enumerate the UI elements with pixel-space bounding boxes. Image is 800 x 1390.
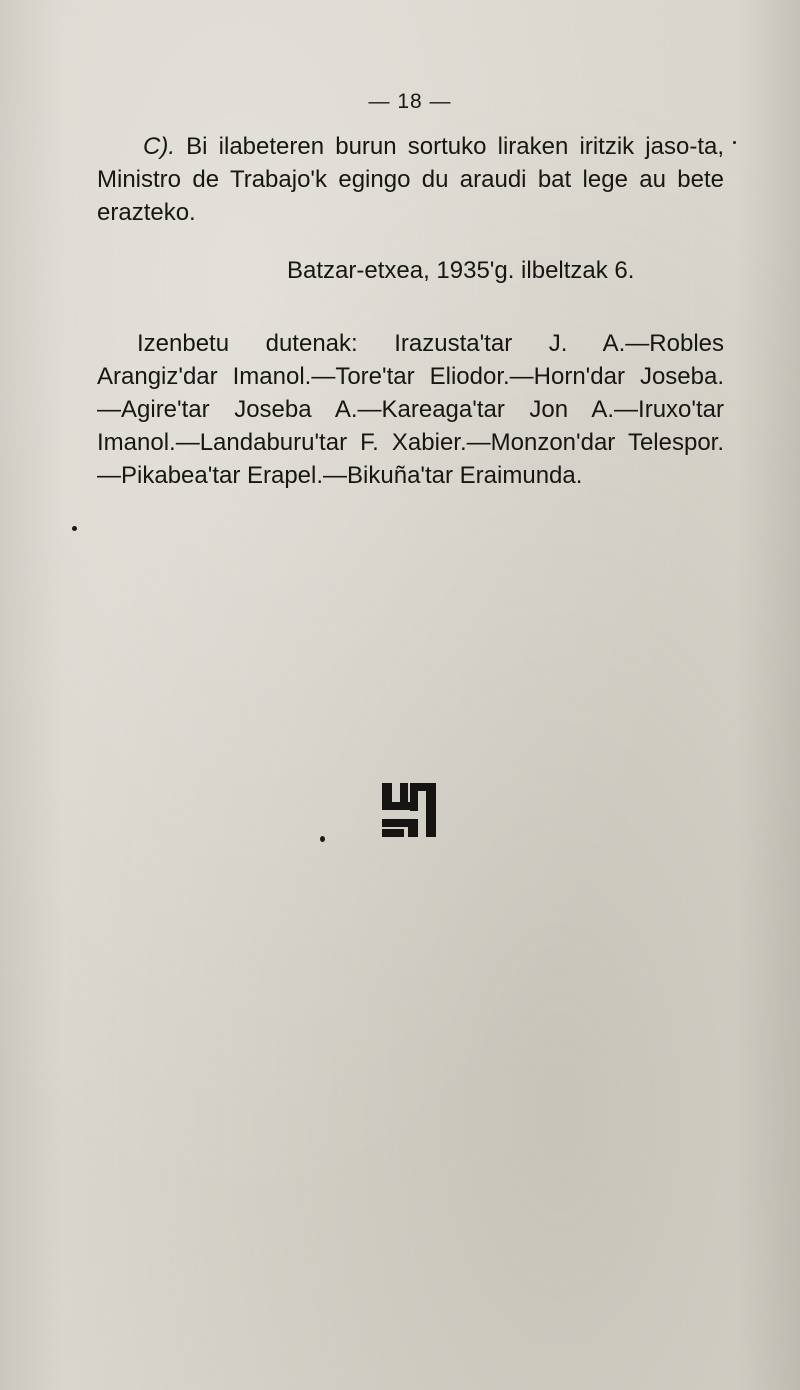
ink-speck (320, 836, 325, 842)
clause-paragraph (97, 130, 724, 229)
clause-marker: C). (143, 133, 175, 160)
ink-speck (72, 526, 77, 531)
clause-text: Bi ilabeteren burun sortuko liraken iritzik jaso-ta, Ministro de Trabajo'k egingo du araudi bat lege au bete erazteko. (97, 133, 725, 226)
lauburu-emblem-icon (380, 781, 438, 839)
place-date-line: Batzar-etxea, 1935'g. ilbeltzak 6. (287, 257, 635, 284)
ink-speck (733, 141, 736, 144)
signatories-paragraph: Izenbetu dutenak: Irazusta'tar J. A.—Robles Arangiz'dar Imanol.—Tore'tar Eliodor.—Horn'dar Joseba. —Agire'tar Joseba A.—Kareaga'tar Jon A.—Iruxo'tar Imanol.—Landaburu'tar F. Xabier.—Monzon'dar Telespor.—Pikabea'tar Erapel.—Bikuña'tar Eraimunda. (97, 330, 724, 489)
page-number: — 18 — (368, 90, 452, 113)
